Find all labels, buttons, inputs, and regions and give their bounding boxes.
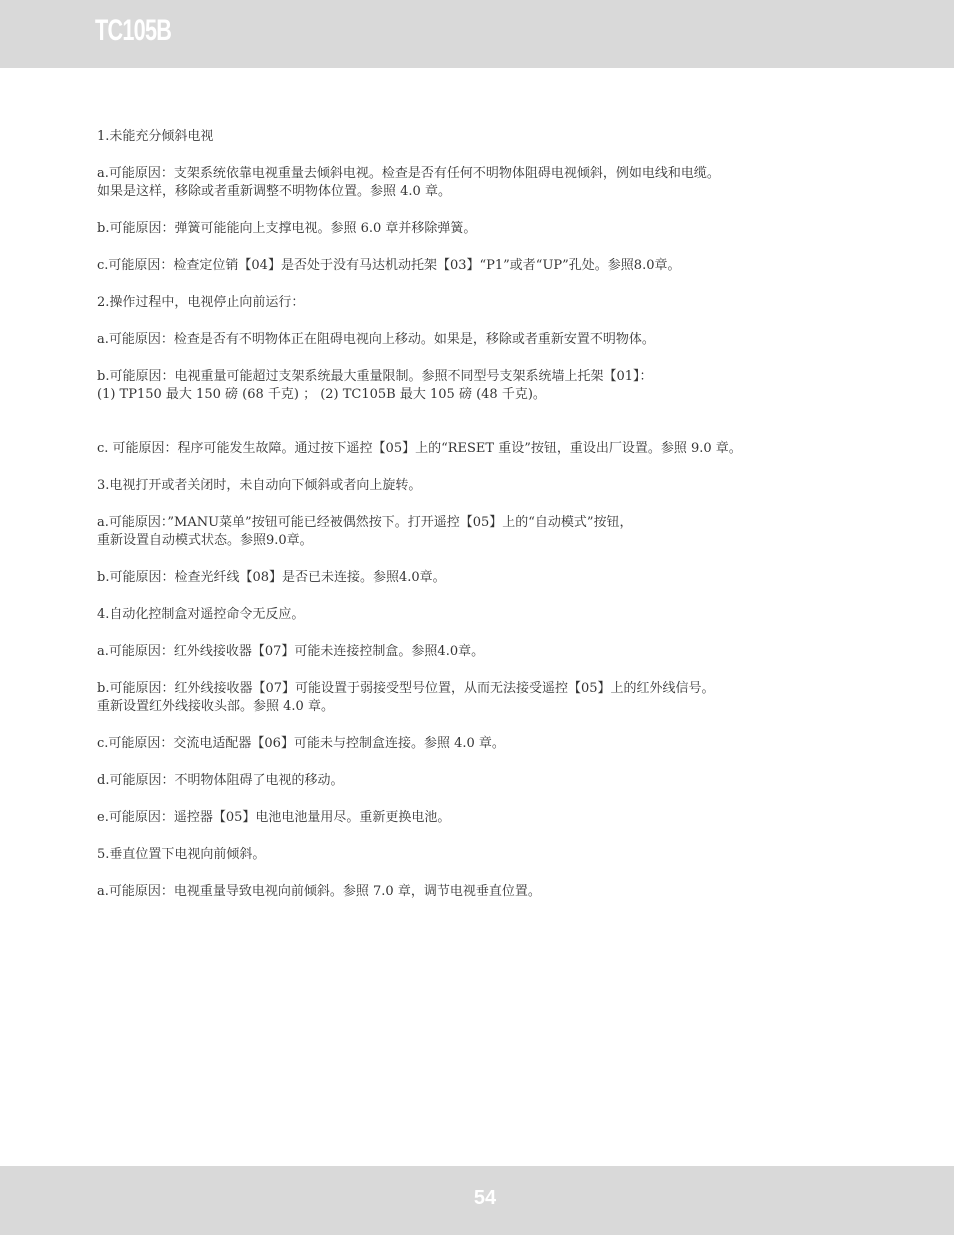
text-line: a.可能原因：”MANU菜单”按钮可能已经被偶然按下。打开遥控【05】上的“自动模式”按钮，: [97, 515, 633, 530]
cause-2c: [97, 440, 897, 458]
text-line: b.可能原因：检查光纤线【08】是否已未连接。参照4.0章。: [97, 570, 446, 585]
text-line: c. 可能原因：程序可能发生故障。通过按下遥控【05】上的“RESET 重设”按钮，重设出厂设置。参照 9.0 章。: [97, 441, 742, 456]
text-line: 3.电视打开或者关闭时，未自动向下倾斜或者向上旋转。: [97, 478, 422, 493]
text-line: 4.自动化控制盒对遥控命令无反应。: [97, 607, 305, 622]
text-line: a.可能原因：红外线接收器【07】可能未连接控制盒。参照4.0章。: [97, 644, 485, 659]
text-line: 重新设置红外线接收头部。参照 4.0 章。: [97, 699, 334, 714]
cause-4c: [97, 735, 897, 753]
text-line: 5.垂直位置下电视向前倾斜。: [97, 847, 266, 862]
text-line: a.可能原因：支架系统依靠电视重量去倾斜电视。检查是否有任何不明物体阻碍电视倾斜，例如电线和电缆。: [97, 166, 720, 181]
text-line: c.可能原因：检查定位销【04】是否处于没有马达机动托架【03】“P1”或者“UP”孔处。参照8.0章。: [97, 258, 681, 273]
cause-4b: [97, 680, 897, 716]
cause-4a: [97, 643, 897, 661]
cause-2a: [97, 331, 897, 349]
troubleshooting-content: [97, 128, 897, 920]
cause-1a: [97, 165, 897, 201]
text-line: a.可能原因：检查是否有不明物体正在阻碍电视向上移动。如果是，移除或者重新安置不明物体。: [97, 332, 655, 347]
cause-1c: [97, 257, 897, 275]
text-line: e.可能原因：遥控器【05】电池电池量用尽。重新更换电池。: [97, 810, 451, 825]
text-line: 重新设置自动模式状态。参照9.0章。: [97, 533, 313, 548]
text-line: b.可能原因：电视重量可能超过支架系统最大重量限制。参照不同型号支架系统墙上托架【01】：: [97, 369, 653, 384]
text-line: 如果是这样，移除或者重新调整不明物体位置。参照 4.0 章。: [97, 184, 451, 199]
section-heading-5: [97, 846, 897, 864]
text-line: 2.操作过程中，电视停止向前运行：: [97, 295, 305, 310]
text-line: 1.未能充分倾斜电视: [97, 129, 214, 144]
text-line: b.可能原因：弹簧可能能向上支撑电视。参照 6.0 章并移除弹簧。: [97, 221, 477, 236]
section-heading-2: [97, 294, 897, 312]
page-header: [0, 0, 954, 68]
section-heading-1: [97, 128, 897, 146]
cause-2b: [97, 368, 897, 404]
cause-4e: [97, 809, 897, 827]
page-number: 54: [473, 1187, 497, 1209]
header-title: TC105B: [95, 14, 172, 47]
text-line: c.可能原因：交流电适配器【06】可能未与控制盒连接。参照 4.0 章。: [97, 736, 505, 751]
section-heading-4: [97, 606, 897, 624]
text-line: d.可能原因：不明物体阻碍了电视的移动。: [97, 773, 344, 788]
cause-3a: [97, 514, 897, 550]
text-line: (1) TP150 最大 150 磅 (68 千克) ； (2) TC105B 最大 105 磅 (48 千克)。: [97, 387, 546, 402]
cause-1b: [97, 220, 897, 238]
cause-3b: [97, 569, 897, 587]
cause-5a: [97, 883, 897, 901]
page-footer: [0, 1166, 954, 1235]
section-heading-3: [97, 477, 897, 495]
text-line: b.可能原因：红外线接收器【07】可能设置于弱接受型号位置，从而无法接受遥控【05】上的红外线信号。: [97, 681, 715, 696]
text-line: a.可能原因：电视重量导致电视向前倾斜。参照 7.0 章，调节电视垂直位置。: [97, 884, 541, 899]
cause-4d: [97, 772, 897, 790]
